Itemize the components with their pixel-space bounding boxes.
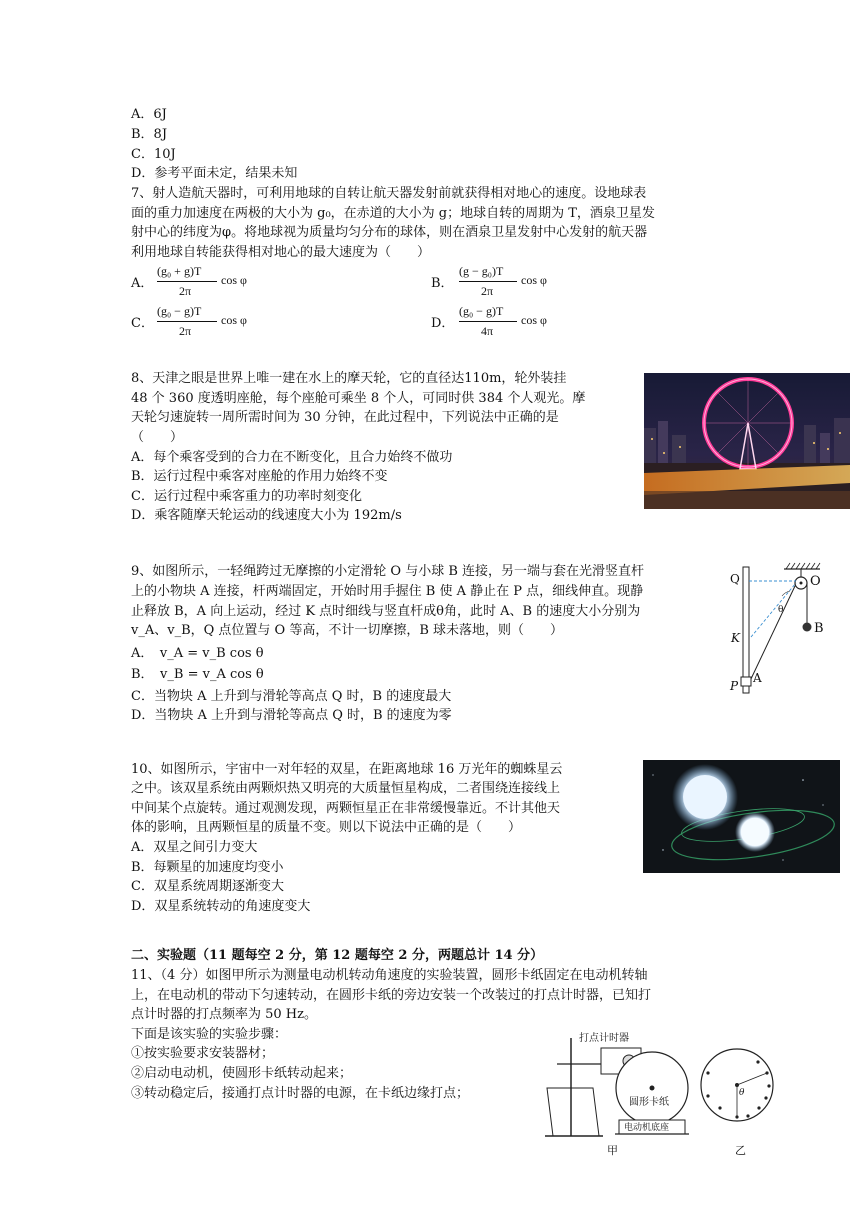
q7-stem-line: 射中心的纬度为φ。将地球视为质量均匀分布的球体，则在酒泉卫星发射中心发射的航天器 <box>131 225 648 240</box>
q11-stem-line: 11、（4 分）如图甲所示为测量电动机转动角速度的实验装置，圆形卡纸固定在电动机转轴 <box>131 968 648 983</box>
numerator: (g₀ + g)T <box>157 264 202 278</box>
q10-option-a: A．双星之间引力变大 <box>131 840 258 855</box>
label-k: K <box>731 631 740 645</box>
denominator: 2π <box>179 284 192 298</box>
q8-option-d: D．乘客随摩天轮运动的线速度大小为 192m/s <box>131 508 402 523</box>
q10-stem-line: 10、如图所示，宇宙中一对年轻的双星，在距离地球 16 万光年的蜘蛛星云 <box>131 762 563 777</box>
q9-option-d: D．当物块 A 上升到与滑轮等高点 Q 时，B 的速度为零 <box>131 708 452 723</box>
q9-option-c: C．当物块 A 上升到与滑轮等高点 Q 时，B 的速度最大 <box>131 689 452 704</box>
section-heading: 二、实验题（11 题每空 2 分，第 12 题每空 2 分，两题总计 14 分） <box>131 948 544 963</box>
q8-option-b: B．运行过程中乘客对座舱的作用力始终不变 <box>131 469 388 484</box>
q7-option-b-label: B． <box>431 276 454 291</box>
q10-stem-line: 中间某个点旋转。通过观测发现，两颗恒星正在非常缓慢靠近。不计其他天 <box>131 801 561 816</box>
fraction-bar <box>157 321 217 322</box>
q7-stem-line: 利用地球自转能获得相对地心的最大速度为（ ） <box>131 245 431 260</box>
q7-option-c-label: C． <box>131 316 154 331</box>
q10-stem-line: 之中。该双星系统由两颗炽热又明亮的大质量恒星构成，二者围绕连接线上 <box>131 781 561 796</box>
motor-apparatus-figure <box>545 1028 780 1158</box>
cos-term: cos φ <box>221 313 247 327</box>
q7-stem-line: 面的重力加速度在两极的大小为 g₀，在赤道的大小为 g；地球自转的周期为 T，酒泉卫星发 <box>131 206 655 221</box>
pulley-diagram <box>724 561 840 697</box>
q7-option-c-formula <box>157 304 277 344</box>
q8-stem-line: 8、天津之眼是世界上唯一建在水上的摩天轮，它的直径达110m，轮外装挂 <box>131 371 567 386</box>
numerator: (g₀ − g)T <box>459 304 504 318</box>
numerator: (g − g₀)T <box>459 264 504 278</box>
q11-step: ③转动稳定后，接通打点计时器的电源，在卡纸边缘打点； <box>131 1086 470 1101</box>
q7-option-d-formula <box>459 304 579 344</box>
card-label: 圆形卡纸 <box>629 1097 669 1108</box>
label-theta: θ <box>778 605 784 615</box>
fraction-bar <box>157 281 217 282</box>
q6-option-a: A．6J <box>131 107 167 122</box>
q10-option-c: C．双星系统周期逐渐变大 <box>131 879 284 894</box>
q10-stem-line: 体的影响，且两颗恒星的质量不变。则以下说法中正确的是（ ） <box>131 820 522 835</box>
denominator: 2π <box>179 324 192 338</box>
fraction-bar <box>459 321 517 322</box>
q9-option-a: A． v_A = v_B cos θ <box>131 646 264 661</box>
q7-option-a-label: A． <box>131 276 154 291</box>
cos-term: cos φ <box>521 313 547 327</box>
q9-stem-line: 上的小物块 A 连接，杆两端固定，开始时用手握住 B 使 A 静止在 P 点，细线伸直。现静 <box>131 584 644 599</box>
theta-label: θ <box>739 1088 745 1098</box>
timer-label: 打点计时器 <box>579 1033 629 1044</box>
q10-option-b: B．每颗星的加速度均变小 <box>131 860 284 875</box>
figure-b-label: 乙 <box>735 1144 746 1157</box>
denominator: 4π <box>481 324 494 338</box>
q7-stem-line: 7、射人造航天器时，可利用地球的自转让航天器发射前就获得相对地心的速度。设地球表 <box>131 186 647 201</box>
q9-option-b: B． v_B = v_A cos θ <box>131 667 264 682</box>
q11-stem-line: 上，在电动机的带动下匀速转动，在圆形卡纸的旁边安装一个改装过的打点计时器，已知打 <box>131 988 652 1003</box>
q7-option-b-formula <box>459 264 579 304</box>
q7-option-d-label: D． <box>431 316 455 331</box>
cos-term: cos φ <box>221 273 247 287</box>
q11-steps-intro: 下面是该实验的实验步骤： <box>131 1027 288 1042</box>
q10-option-d: D．双星系统转动的角速度变大 <box>131 899 311 914</box>
figure-a-label: 甲 <box>607 1144 618 1157</box>
label-p: P <box>730 679 739 693</box>
q8-option-a: A．每个乘客受到的合力在不断变化，且合力始终不做功 <box>131 450 453 465</box>
ferris-wheel-photo <box>644 373 850 509</box>
label-o: O <box>810 574 821 589</box>
q6-option-c: C．10J <box>131 147 176 162</box>
q11-stem-line: 点计时器的打点频率为 50 Hz。 <box>131 1007 317 1022</box>
q7-option-a-formula <box>157 264 277 304</box>
q8-stem-line: 天轮匀速旋转一周所需时间为 30 分钟，在此过程中，下列说法中正确的是 <box>131 410 559 425</box>
cos-term: cos φ <box>521 273 547 287</box>
q11-step: ②启动电动机，使圆形卡纸转动起来； <box>131 1066 353 1081</box>
label-b: B <box>814 621 824 636</box>
q9-stem-line: 止释放 B，A 向上运动，经过 K 点时细线与竖直杆成θ角，此时 A、B 的速度大小分别为 <box>131 604 641 619</box>
q8-stem-line: 48 个 360 度透明座舱，每个座舱可乘坐 8 个人，可同时供 384 个人观光。摩 <box>131 391 586 406</box>
label-q: Q <box>730 572 740 586</box>
q6-option-b: B．8J <box>131 127 168 142</box>
label-a: A <box>753 671 762 685</box>
denominator: 2π <box>481 284 494 298</box>
fraction-bar <box>459 281 517 282</box>
q9-stem-line: 9、如图所示，一轻绳跨过无摩擦的小定滑轮 O 与小球 B 连接，另一端与套在光滑竖直杆 <box>131 564 645 579</box>
q9-stem-line: v_A、v_B，Q 点位置与 O 等高，不计一切摩擦，B 球未落地，则（ ） <box>131 623 564 638</box>
q11-step: ①按实验要求安装器材； <box>131 1046 275 1061</box>
numerator: (g₀ − g)T <box>157 304 202 318</box>
base-label: 电动机底座 <box>624 1123 670 1133</box>
q6-option-d: D．参考平面未定，结果未知 <box>131 166 298 181</box>
q8-option-c: C．运行过程中乘客重力的功率时刻变化 <box>131 489 362 504</box>
binary-star-photo <box>643 760 840 873</box>
q8-stem-line: （ ） <box>131 430 184 445</box>
